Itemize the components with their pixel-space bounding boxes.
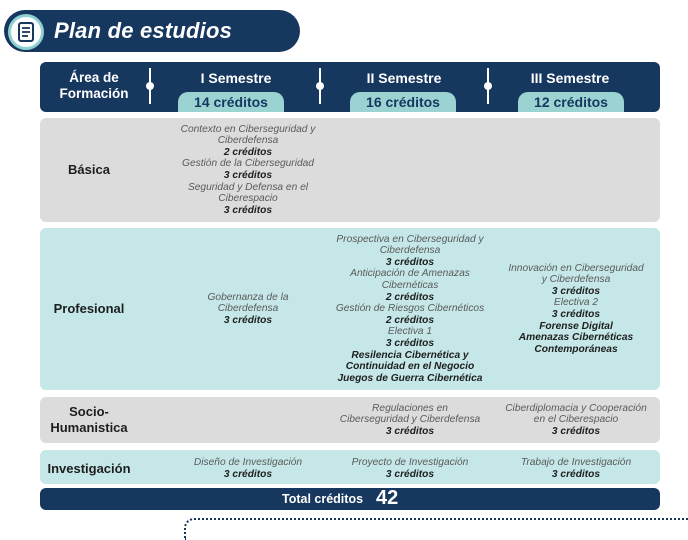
course-detail: 3 créditos	[223, 170, 273, 181]
header-divider-dot	[316, 82, 324, 90]
semester-1-title: I Semestre	[200, 70, 272, 86]
course-name: Cibernéticas	[381, 280, 439, 292]
course-name: Ciberdefensa	[217, 135, 279, 147]
row-label-investigacion: Investigación	[47, 461, 131, 476]
course-detail: 3 créditos	[551, 425, 601, 437]
total-label: Total créditos	[282, 492, 364, 506]
course-detail: 3 créditos	[385, 469, 435, 480]
course-name: Proyecto de Investigación	[351, 457, 469, 469]
course-detail: Forense Digital	[539, 320, 613, 332]
cell-profesional-s3	[496, 228, 656, 390]
course-name: Seguridad y Defensa en el	[187, 181, 309, 193]
course-name: y Ciberdefensa	[541, 274, 611, 286]
course-detail: 2 créditos	[385, 314, 435, 326]
course-name: Contexto en Ciberseguridad y	[180, 123, 316, 135]
cell-investigacion-s3	[496, 452, 656, 486]
course-detail: 2 créditos	[385, 291, 435, 303]
cell-investigacion-s2	[324, 452, 496, 486]
header-area-label: Área de Formación	[59, 70, 129, 101]
semester-2-title: II Semestre	[366, 70, 442, 86]
course-detail: Amenazas Cibernéticas	[518, 332, 634, 344]
course-name: Trabajo de Investigación	[520, 457, 632, 469]
cell-socio-s3	[496, 397, 656, 443]
course-name: Diseño de Investigación	[193, 457, 303, 469]
course-name: en el Ciberespacio	[533, 414, 619, 426]
course-name: Anticipación de Amenazas	[350, 268, 470, 280]
course-detail: 3 créditos	[385, 425, 435, 437]
row-label-basica: Básica	[68, 162, 110, 177]
semester-2-credits-tab: 16 créditos	[350, 92, 456, 112]
course-name: Innovación en Ciberseguridad	[508, 262, 644, 274]
course-detail: 3 créditos	[385, 337, 435, 349]
course-detail: 2 créditos	[223, 146, 273, 158]
cell-investigacion-s1	[168, 452, 328, 486]
row-label-profesional: Profesional	[53, 301, 125, 316]
semester-3-title: III Semestre	[530, 70, 610, 86]
course-detail: Resilencia Cibernética y	[351, 349, 469, 361]
course-name: Ciberdefensa	[379, 245, 441, 257]
course-detail: Continuidad en el Negocio	[345, 361, 475, 373]
semester-3-credits-tab: 12 créditos	[518, 92, 624, 112]
course-detail: 3 créditos	[223, 314, 273, 326]
course-detail: Contemporáneas	[534, 343, 618, 355]
course-name: Prospectiva en Ciberseguridad y	[336, 233, 484, 245]
course-name: Electiva 2	[553, 297, 599, 309]
semester-1-credits-tab: 14 créditos	[178, 92, 284, 112]
page-title: Plan de estudios	[54, 18, 233, 43]
course-name: Ciberespacio	[218, 193, 278, 205]
cell-profesional-s2	[324, 228, 496, 390]
header-divider-dot	[146, 82, 154, 90]
document-icon	[8, 14, 44, 50]
course-detail: 3 créditos	[223, 204, 273, 216]
cell-socio-s2	[324, 397, 496, 443]
course-name: Ciberdiplomacia y Cooperación	[505, 402, 647, 414]
course-name: Gobernanza de la	[207, 291, 289, 303]
row-label-socio-humanistica: Socio- Humanistica	[50, 404, 128, 435]
course-name: Gestión de la Ciberseguridad	[182, 158, 314, 170]
total-value: 42	[376, 487, 399, 509]
course-detail: 3 créditos	[551, 469, 601, 480]
course-detail: Juegos de Guerra Cibernética	[337, 372, 483, 384]
course-name: Regulaciones en	[372, 402, 448, 414]
course-detail: 3 créditos	[223, 469, 273, 480]
course-name: Gestión de Riesgos Cibernéticos	[335, 303, 485, 315]
course-detail: 3 créditos	[551, 285, 601, 297]
course-name: Electiva 1	[387, 326, 433, 338]
decorative-dotted-border	[184, 518, 688, 540]
cell-profesional-s1	[168, 228, 328, 390]
course-name: Ciberdefensa	[217, 303, 279, 315]
course-detail: 3 créditos	[551, 309, 601, 320]
cell-basica-s1	[168, 118, 328, 222]
course-detail: 3 créditos	[385, 256, 435, 268]
course-name: Ciberseguridad y Ciberdefensa	[339, 414, 481, 426]
header-divider-dot	[484, 82, 492, 90]
